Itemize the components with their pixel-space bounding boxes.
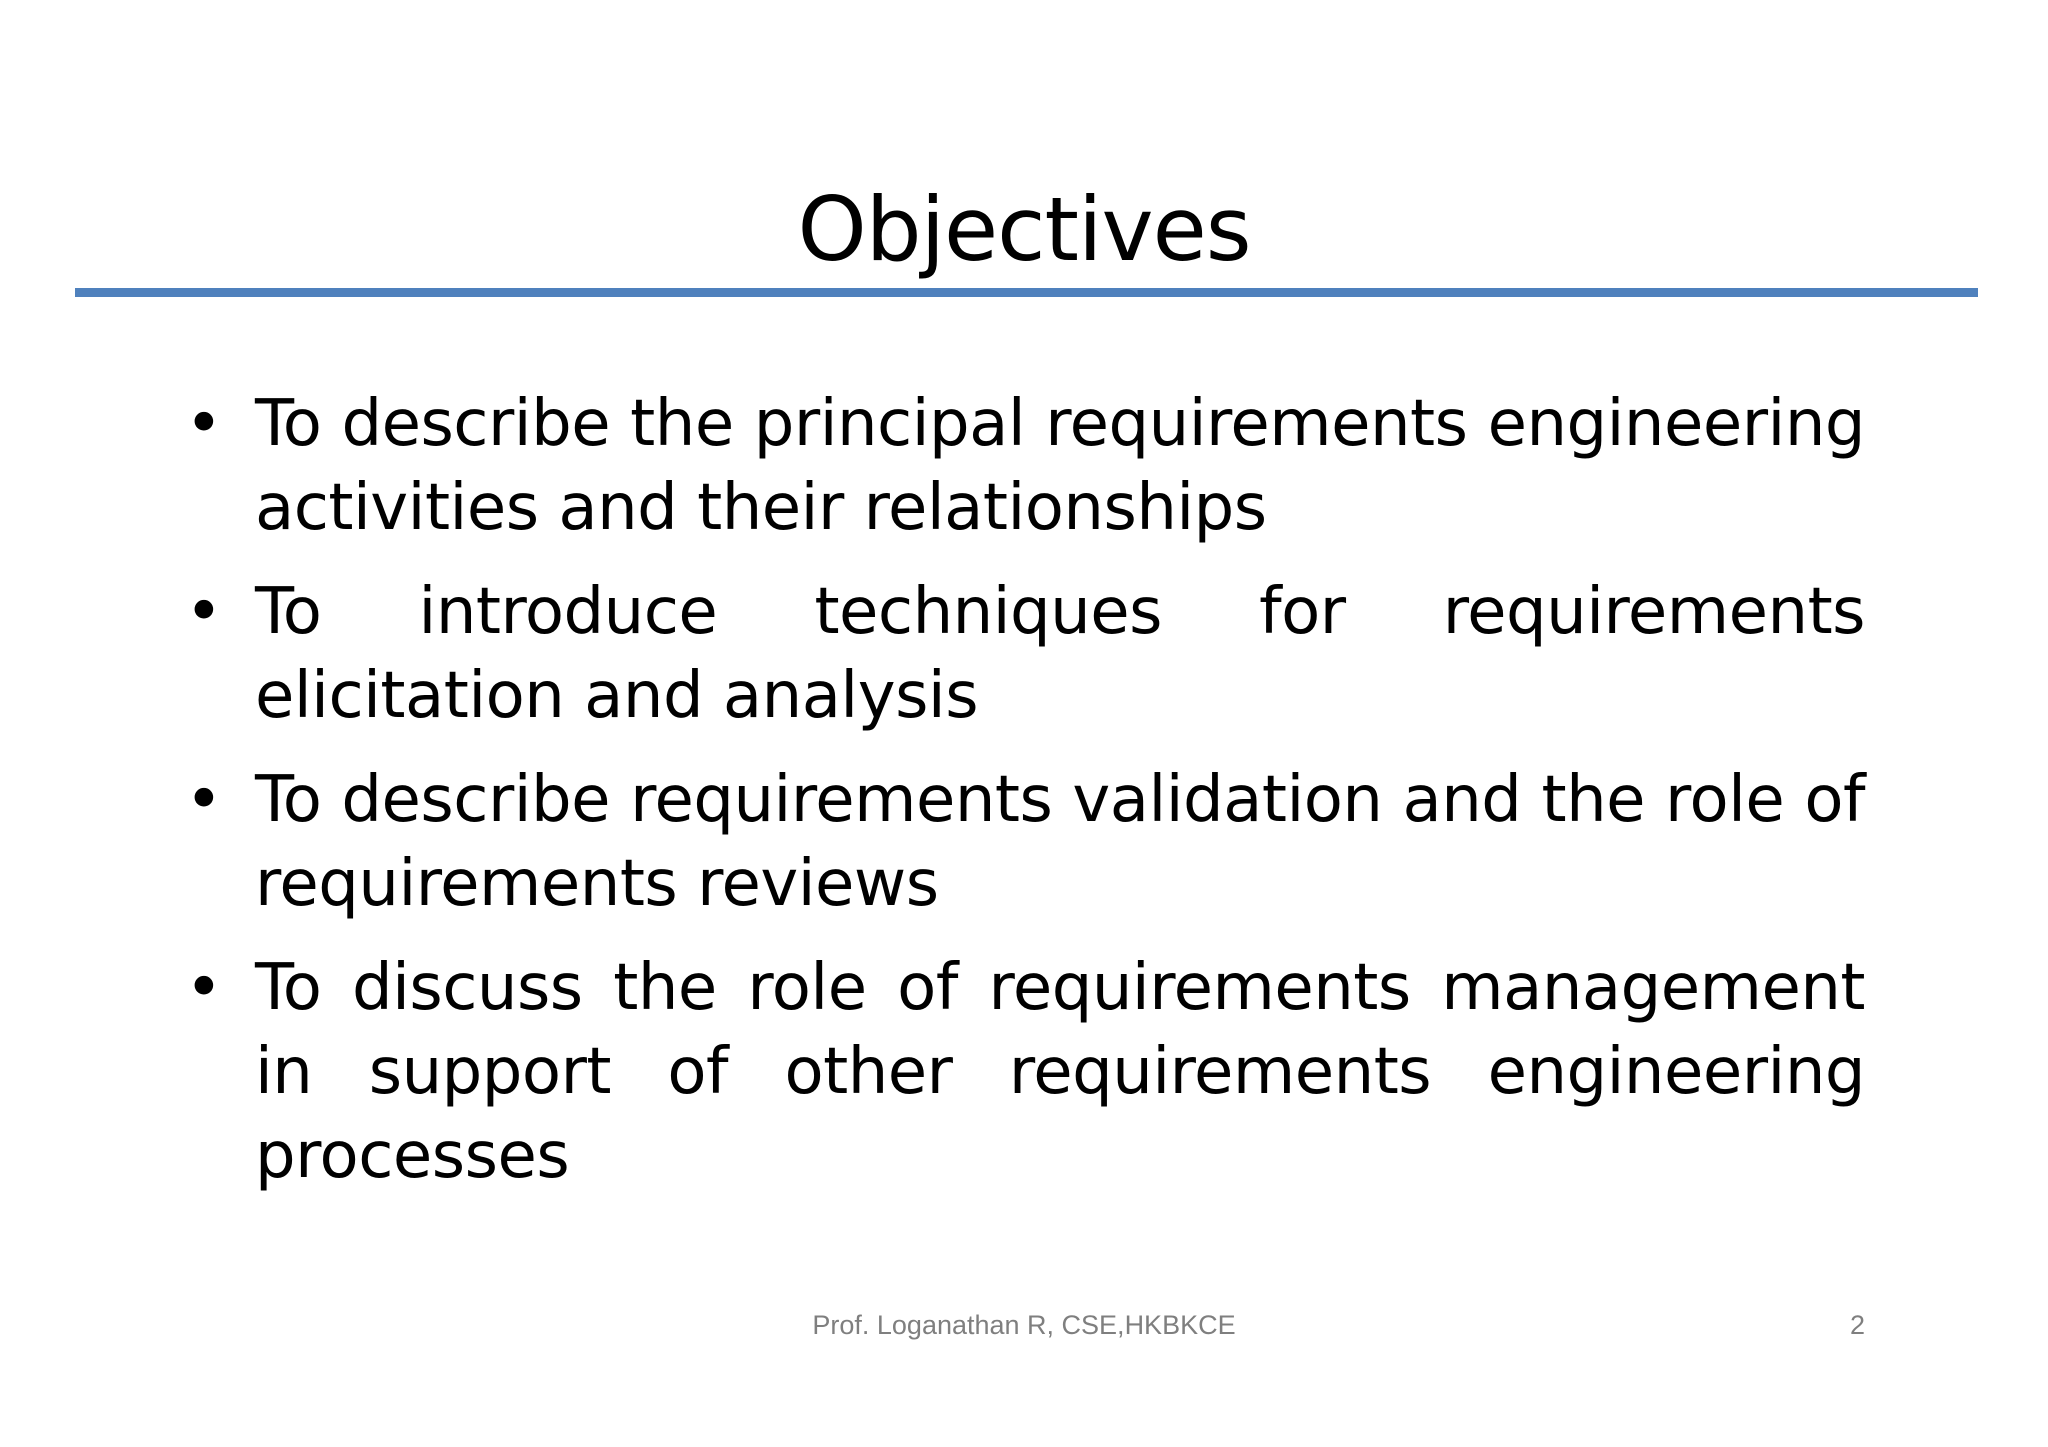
list-item [185, 758, 1865, 926]
bullet-icon: • [185, 387, 223, 461]
objectives-list [185, 382, 1865, 1218]
bullet-icon: • [185, 575, 223, 649]
bullet-text: To introduce techniques for requirements elicitation and analysis [255, 575, 1865, 733]
bullet-text: To describe requirements validation and the role of requirements reviews [255, 763, 1865, 921]
slide-title: Objectives [797, 178, 1251, 281]
page-number: 2 [1849, 1310, 1865, 1340]
bullet-icon: • [185, 951, 223, 1025]
bullet-text: To describe the principal requirements engineering activities and their relationships [255, 387, 1865, 545]
list-item [185, 946, 1865, 1198]
bullet-icon: • [185, 763, 223, 837]
list-item [185, 570, 1865, 738]
title-underline [75, 288, 1978, 297]
list-item [185, 382, 1865, 550]
bullet-text: To discuss the role of requirements management in support of other requirements engineering processes [255, 951, 1865, 1193]
footer-author: Prof. Loganathan R, CSE,HKBKCE [812, 1310, 1236, 1340]
